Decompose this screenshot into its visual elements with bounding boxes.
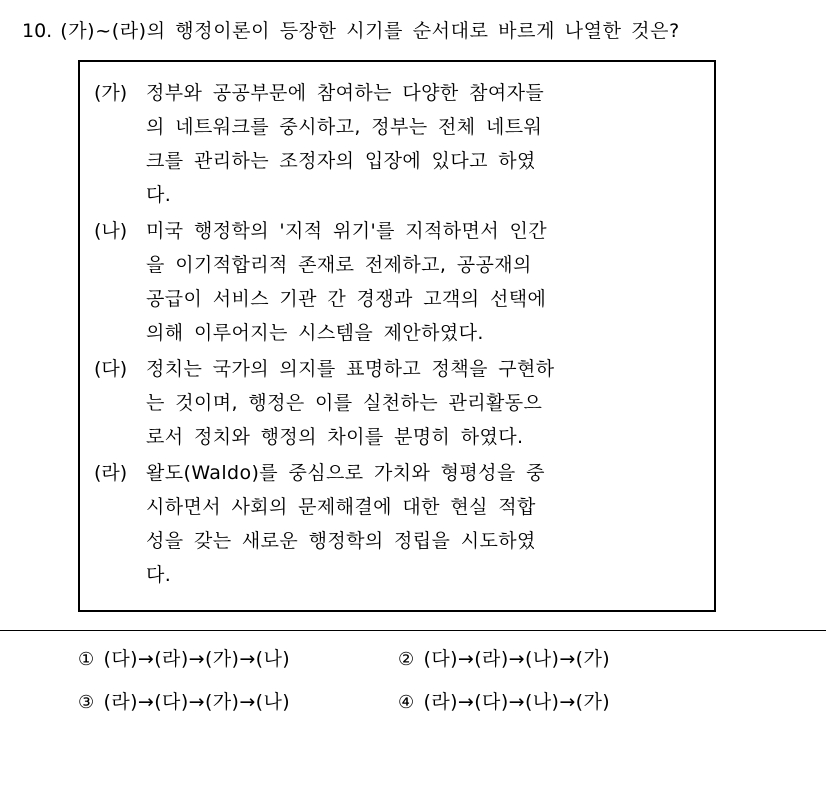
passage-item <box>94 456 702 592</box>
choice-number: ③ <box>78 692 95 713</box>
passage-line: 다. <box>146 564 172 586</box>
choice-option-4[interactable] <box>398 688 718 717</box>
passage-line: 을 이기적합리적 존재로 전제하고, 공공재의 <box>146 254 532 276</box>
question-text: (가)~(라)의 행정이론이 등장한 시기를 순서대로 바르게 나열한 것은? <box>60 20 680 42</box>
passage-item <box>94 352 702 454</box>
passage-item-body <box>146 352 702 454</box>
choice-text: (라)→(다)→(가)→(나) <box>103 691 291 713</box>
choice-option-2[interactable] <box>398 645 718 674</box>
passage-line: 정치는 국가의 의지를 표명하고 정책을 구현하 <box>146 358 555 380</box>
passage-item-label: (가) <box>94 82 128 104</box>
passage-line: 정부와 공공부문에 참여하는 다양한 참여자들 <box>146 82 545 104</box>
passage-line: 의 네트워크를 중시하고, 정부는 전체 네트워 <box>146 116 543 138</box>
choice-text: (다)→(라)→(가)→(나) <box>103 648 291 670</box>
passage-line: 공급이 서비스 기관 간 경쟁과 고객의 선택에 <box>146 288 547 310</box>
passage-item-label: (나) <box>94 220 128 242</box>
passage-line: 로서 정치와 행정의 차이를 분명히 하였다. <box>146 426 524 448</box>
passage-line: 의해 이루어지는 시스템을 제안하였다. <box>146 322 484 344</box>
question-number: 10. <box>22 20 53 42</box>
passage-line: 성을 갖는 새로운 행정학의 정립을 시도하였 <box>146 530 536 552</box>
passage-item-body <box>146 214 702 350</box>
passage-item-body <box>146 76 702 212</box>
choices-row <box>78 645 738 674</box>
choices-list <box>78 631 738 717</box>
passage-line: 다. <box>146 184 172 206</box>
passage-line: 크를 관리하는 조정자의 입장에 있다고 하였 <box>146 150 536 172</box>
choices-row <box>78 688 738 717</box>
passage-box <box>78 60 716 612</box>
passage-item-body <box>146 456 702 592</box>
choice-text: (다)→(라)→(나)→(가) <box>423 648 611 670</box>
passage-line: 왈도(Waldo)를 중심으로 가치와 형평성을 중 <box>146 462 545 484</box>
passage-line: 는 것이며, 행정은 이를 실천하는 관리활동으 <box>146 392 543 414</box>
passage-item <box>94 76 702 212</box>
passage-line: 미국 행정학의 '지적 위기'를 지적하면서 인간 <box>146 220 548 242</box>
choice-number: ① <box>78 649 95 670</box>
passage-item-label: (라) <box>94 462 128 484</box>
choice-text: (라)→(다)→(나)→(가) <box>423 691 611 713</box>
choice-number: ④ <box>398 692 415 713</box>
question-stem <box>0 0 826 46</box>
choice-option-3[interactable] <box>78 688 398 717</box>
choice-number: ② <box>398 649 415 670</box>
passage-line: 시하면서 사회의 문제해결에 대한 현실 적합 <box>146 496 536 518</box>
passage-item <box>94 214 702 350</box>
choice-option-1[interactable] <box>78 645 398 674</box>
passage-item-label: (다) <box>94 358 128 380</box>
